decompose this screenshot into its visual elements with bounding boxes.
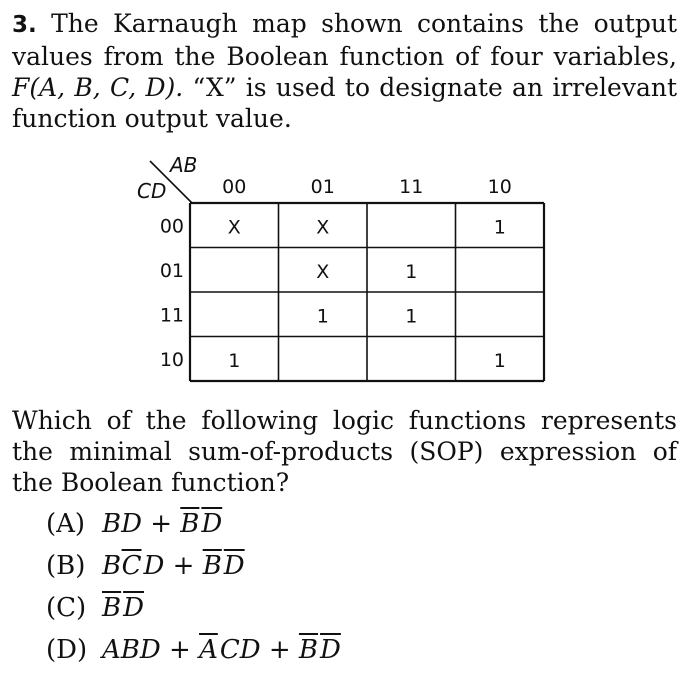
row-header: 00 — [159, 215, 184, 238]
complemented-term: $\overline{B}$ — [102, 593, 122, 623]
expression-term: + — [141, 509, 181, 539]
complemented-term: $\overline{B}$ — [298, 635, 319, 665]
row-header: 10 — [159, 348, 184, 371]
kmap-cell: X — [316, 260, 330, 283]
choice-c[interactable] — [46, 593, 343, 635]
row-variable-label: CD — [137, 179, 167, 203]
question-number: 3. — [12, 12, 37, 38]
question-rest: “X” is used to designate an irrelevant function output value. — [12, 73, 677, 133]
kmap-cell: X — [227, 216, 241, 239]
complemented-term: $\overline{D}$ — [201, 509, 223, 539]
choice-d[interactable] — [46, 635, 343, 677]
expression-term: B — [102, 551, 122, 581]
complemented-term: $\overline{D}$ — [320, 635, 341, 665]
kmap-cell: X — [316, 216, 330, 239]
column-header: 00 — [222, 176, 247, 198]
answer-choices — [46, 509, 343, 677]
row-header: 11 — [159, 304, 184, 327]
question-prompt: Which of the following logic functions represents the minimal sum-of-products (SOP) expression of the Boolean function? — [12, 406, 677, 497]
row-headers — [160, 215, 184, 371]
kmap-cell: 1 — [316, 305, 329, 328]
expression-term: D — [143, 551, 165, 581]
column-header: 01 — [310, 176, 335, 198]
row-header: 01 — [159, 259, 184, 282]
kmap-cell: 1 — [405, 260, 418, 283]
complemented-term: $\overline{B}$ — [202, 551, 222, 581]
choice-letter: (B) — [46, 551, 86, 581]
expression-term: BD — [102, 509, 142, 539]
kmap-cell: 1 — [405, 305, 418, 328]
column-header: 10 — [487, 176, 512, 198]
kmap-cell: 1 — [493, 349, 506, 372]
choice-letter: (C) — [46, 593, 87, 623]
choice-letter: (A) — [46, 509, 86, 539]
choice-a[interactable] — [46, 509, 343, 551]
expression-term: + — [164, 551, 203, 581]
choice-expression — [102, 551, 247, 581]
column-headers — [222, 176, 512, 198]
complemented-term: $\overline{A}$ — [199, 635, 218, 665]
expression-term: + — [160, 635, 200, 665]
choice-b[interactable] — [46, 551, 343, 593]
complemented-term: $\overline{C}$ — [121, 551, 142, 581]
question-intro: The Karnaugh map shown contains the output values from the Boolean function of four variables, — [12, 9, 677, 71]
choice-letter: (D) — [46, 635, 88, 665]
complemented-term: $\overline{B}$ — [180, 509, 200, 539]
complemented-term: $\overline{D}$ — [223, 551, 245, 581]
kmap-cell: 1 — [493, 216, 506, 239]
expression-term: + — [260, 635, 299, 665]
kmap-cell: 1 — [228, 349, 241, 372]
choice-expression — [102, 635, 343, 665]
function-label: F(A, B, C, D). — [12, 73, 184, 102]
kmap-grid — [190, 203, 544, 381]
expression-term: CD — [219, 635, 261, 665]
complemented-term: $\overline{D}$ — [123, 593, 144, 623]
column-header: 11 — [399, 176, 424, 198]
col-variable-label: AB — [170, 153, 198, 177]
choice-expression — [102, 593, 146, 623]
choice-expression — [102, 509, 224, 539]
expression-term: ABD — [102, 635, 161, 665]
